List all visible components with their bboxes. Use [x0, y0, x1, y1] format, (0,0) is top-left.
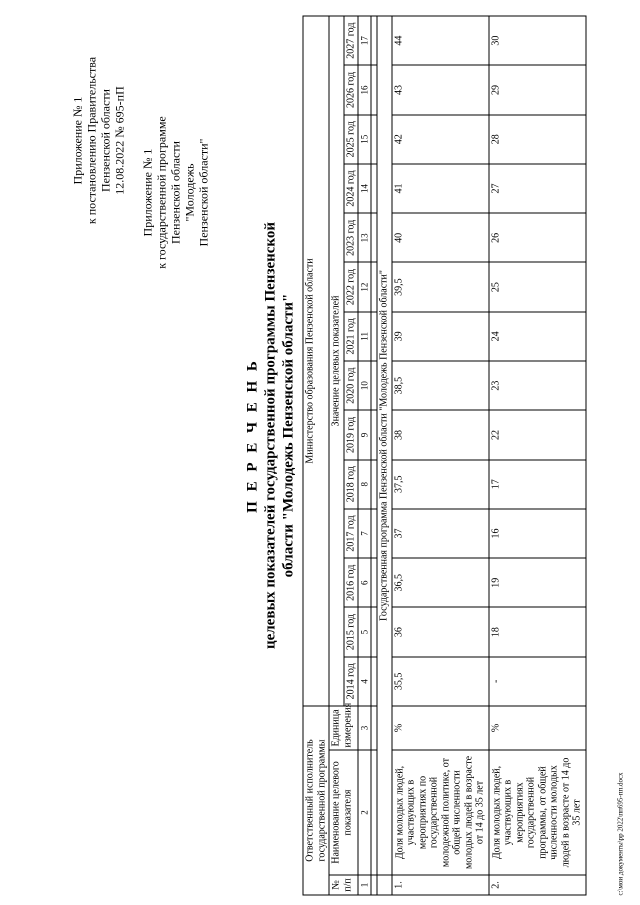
indicator-value: 38 — [391, 410, 488, 459]
column-number: 9 — [358, 410, 371, 459]
indicator-value: 22 — [488, 410, 585, 459]
column-number: 10 — [358, 361, 371, 410]
indicator-name: Доля молодых людей, участвующих в мероприятиях по государственной молодежной политике, от общей численности молодых людей в возрасте от 14 до 35 лет — [391, 750, 488, 875]
year-header: 2027 год — [343, 16, 358, 65]
indicator-value: 43 — [391, 65, 488, 114]
indicator-value: 25 — [488, 262, 585, 311]
column-number: 4 — [358, 656, 371, 705]
indicators-table — [302, 15, 586, 895]
appendix-line: к государственной программе — [154, 115, 168, 269]
indicator-value: 41 — [391, 163, 488, 212]
appendix-line: 12.08.2022 № 695-пП — [112, 85, 126, 195]
section-spacer — [377, 875, 392, 895]
column-number: 16 — [358, 65, 371, 114]
column-number: 5 — [358, 607, 371, 656]
indicator-value: 29 — [488, 65, 585, 114]
col-header-values: Значение целевых показателей — [329, 16, 344, 706]
title-line: области "Молодежь Пензенской области" — [280, 293, 296, 577]
column-number: 2 — [358, 750, 371, 875]
indicator-value: 37,5 — [391, 459, 488, 508]
column-number: 12 — [358, 262, 371, 311]
indicator-value: 28 — [488, 114, 585, 163]
col-header-no: № п/п — [329, 875, 358, 895]
indicator-value: 37 — [391, 508, 488, 557]
column-number: 3 — [358, 705, 371, 749]
year-header: 2020 год — [343, 361, 358, 410]
table-row — [488, 16, 585, 895]
responsible-header: Ответственный исполнитель государственной программы — [303, 705, 329, 894]
file-path-footer: c:\мои документы\pp 2022\пп695-пп.docx — [616, 771, 624, 895]
indicator-value: 24 — [488, 311, 585, 360]
indicator-value: - — [488, 656, 585, 705]
col-header-name: Наименование целевого показателя — [329, 750, 358, 875]
year-header: 2015 год — [343, 607, 358, 656]
indicator-value: 30 — [488, 16, 585, 65]
column-number: 14 — [358, 163, 371, 212]
title-line: целевых показателей государственной программы Пензенской — [262, 221, 278, 649]
column-number: 7 — [358, 508, 371, 557]
col-header-unit: Единица измерения — [329, 705, 358, 749]
indicator-value: 36,5 — [391, 558, 488, 607]
column-number: 17 — [358, 16, 371, 65]
row-number: 1. — [391, 875, 488, 895]
indicator-value: 16 — [488, 508, 585, 557]
indicator-value: 38,5 — [391, 361, 488, 410]
appendix-line: Пензенской области — [168, 140, 182, 244]
table-row — [391, 16, 488, 895]
year-header: 2019 год — [343, 410, 358, 459]
appendix-line: Пензенской области — [98, 88, 112, 192]
indicator-value: 39,5 — [391, 262, 488, 311]
responsible-ministry: Министерство образования Пензенской области — [303, 16, 329, 706]
appendix-to-program — [140, 82, 210, 302]
column-number: 6 — [358, 558, 371, 607]
indicator-unit: % — [488, 705, 585, 749]
appendix-line: к постановлению Правительства — [84, 56, 98, 224]
column-number: 13 — [358, 213, 371, 262]
indicator-value: 42 — [391, 114, 488, 163]
year-header: 2014 год — [343, 656, 358, 705]
indicator-value: 27 — [488, 163, 585, 212]
column-number: 1 — [358, 875, 371, 895]
year-header: 2021 год — [343, 311, 358, 360]
separator-row — [371, 16, 377, 895]
year-header: 2018 год — [343, 459, 358, 508]
indicator-value: 36 — [391, 607, 488, 656]
year-header: 2017 год — [343, 508, 358, 557]
appendix-line: Пензенской области" — [196, 138, 210, 246]
indicator-name: Доля молодых людей, участвующих в мероприятиях государственной программы, от общей численности молодых людей в возрасте от 14 до 35 лет — [488, 750, 585, 875]
section-title: Государственная программа Пензенской области "Молодежь Пензенской области" — [377, 16, 392, 875]
indicator-value: 26 — [488, 213, 585, 262]
row-number: 2. — [488, 875, 585, 895]
column-numbers-row — [358, 16, 371, 895]
year-header: 2022 год — [343, 262, 358, 311]
appendix-line: "Молодежь — [182, 163, 196, 221]
year-header: 2025 год — [343, 114, 358, 163]
indicator-unit: % — [391, 705, 488, 749]
indicator-value: 23 — [488, 361, 585, 410]
column-number: 15 — [358, 114, 371, 163]
indicator-value: 35,5 — [391, 656, 488, 705]
year-header: 2026 год — [343, 65, 358, 114]
title-line: П Е Р Е Ч Е Н Ь — [244, 357, 260, 513]
indicator-value: 18 — [488, 607, 585, 656]
indicator-value: 19 — [488, 558, 585, 607]
appendix-line: Приложение № 1 — [70, 96, 84, 184]
appendix-to-resolution — [70, 30, 126, 250]
year-header: 2023 год — [343, 213, 358, 262]
indicator-value: 44 — [391, 16, 488, 65]
column-number: 11 — [358, 311, 371, 360]
column-number: 8 — [358, 459, 371, 508]
appendix-line: Приложение № 1 — [140, 148, 154, 236]
section-row — [377, 16, 392, 895]
indicator-value: 17 — [488, 459, 585, 508]
year-header: 2024 год — [343, 163, 358, 212]
indicator-value: 40 — [391, 213, 488, 262]
indicator-value: 39 — [391, 311, 488, 360]
year-header: 2016 год — [343, 558, 358, 607]
document-title — [243, 155, 297, 715]
